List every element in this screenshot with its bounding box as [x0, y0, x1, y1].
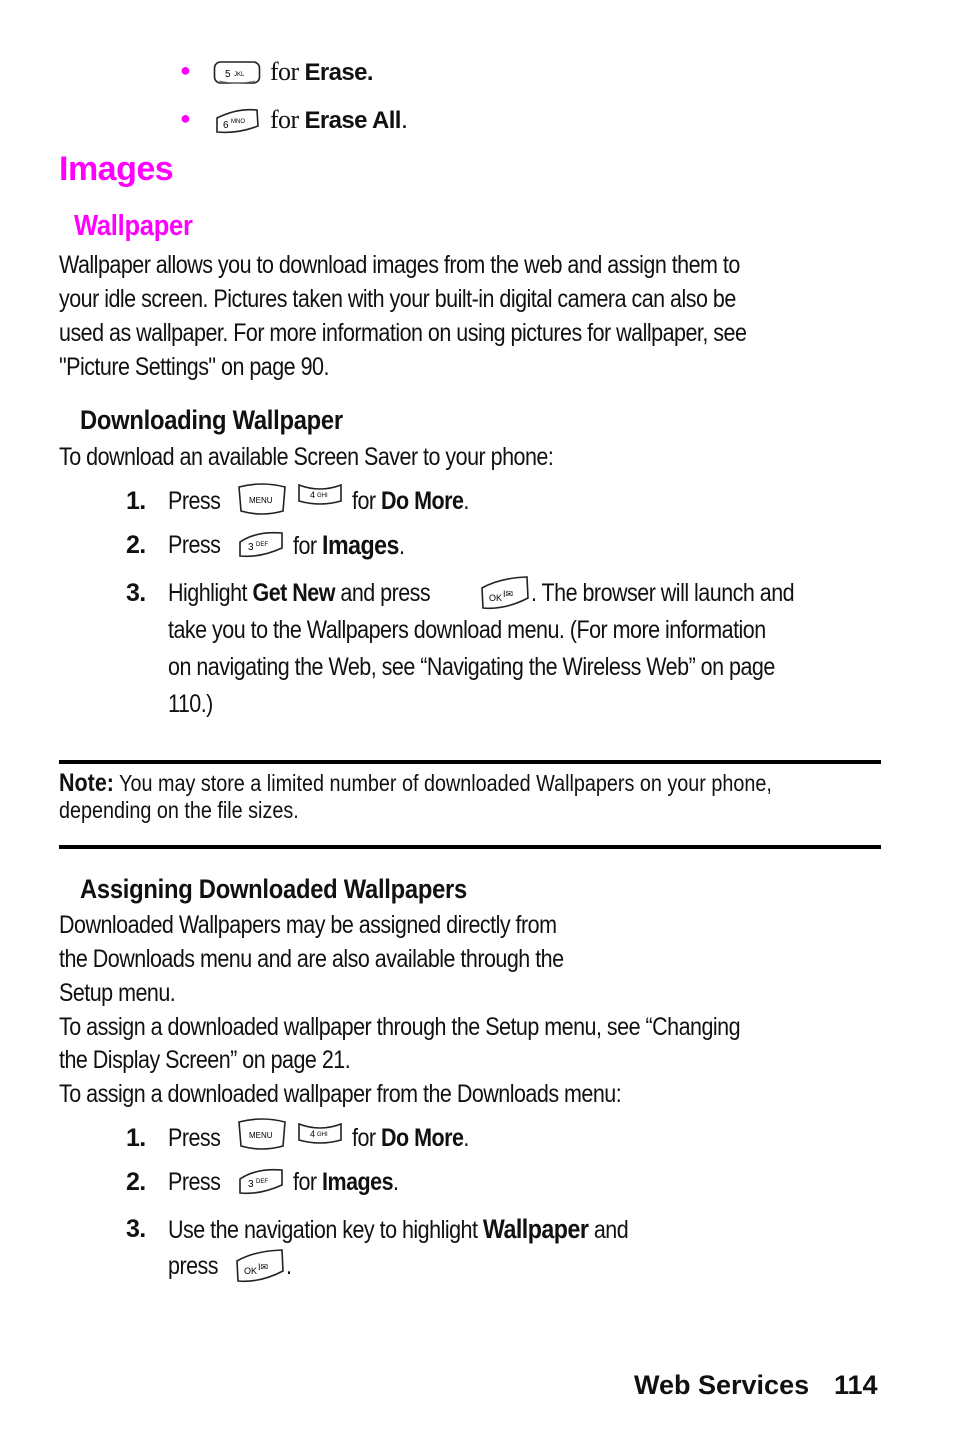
- note-top-rule: [59, 760, 881, 764]
- assigning-line: To assign a downloaded wallpaper from the Downloads menu:: [59, 1080, 622, 1108]
- step-number: 3.: [126, 579, 146, 607]
- step-text: for Images.: [293, 1168, 399, 1196]
- downloading-heading: Downloading Wallpaper: [80, 405, 343, 435]
- key-4-icon: [296, 481, 344, 514]
- svg-text:JKL: JKL: [234, 72, 245, 78]
- intro-line: Wallpaper allows you to download images from the web and assign them to: [59, 251, 740, 279]
- intro-line: used as wallpaper. For more information on using pictures for wallpaper, see: [59, 319, 747, 347]
- step-text: Press: [168, 487, 221, 515]
- intro-line: "Picture Settings" on page 90.: [59, 353, 329, 381]
- svg-text:DEF: DEF: [256, 542, 268, 548]
- step-text-cont: 110.): [168, 690, 213, 718]
- svg-text:3: 3: [248, 1179, 254, 1190]
- step-text: for Do More.: [352, 487, 469, 515]
- assigning-line: Setup menu.: [59, 979, 176, 1007]
- subsection-title: Wallpaper: [74, 210, 193, 242]
- step-text: Press: [168, 531, 221, 559]
- key-3-icon: [236, 528, 286, 565]
- downloading-intro: To download an available Screen Saver to your phone:: [59, 443, 554, 471]
- svg-text:OK: OK: [489, 593, 503, 603]
- key-4-icon: [296, 1120, 344, 1153]
- key-5-icon: [213, 60, 261, 91]
- svg-text:MENU: MENU: [249, 496, 273, 505]
- step-text-cont: press: [168, 1252, 219, 1280]
- step-number: 2.: [126, 531, 146, 559]
- svg-text:I✉: I✉: [503, 589, 514, 599]
- svg-text:DEF: DEF: [256, 1179, 268, 1185]
- svg-text:MENU: MENU: [249, 1131, 273, 1140]
- bullet-dot: ●: [180, 60, 191, 80]
- assigning-line: the Downloads menu and are also available through the: [59, 945, 564, 973]
- note-line: depending on the file sizes.: [59, 797, 299, 823]
- step-text-cont: take you to the Wallpapers download menu. (For more information: [168, 616, 766, 644]
- intro-line: your idle screen. Pictures taken with your built-in digital camera can also be: [59, 285, 736, 313]
- step-text: for Do More.: [352, 1124, 469, 1152]
- footer-page-number: 114: [834, 1370, 878, 1400]
- step-text: Press: [168, 1124, 221, 1152]
- svg-text:GHI: GHI: [317, 1132, 328, 1138]
- step-text: Use the navigation key to highlight Wallpaper and: [168, 1214, 629, 1244]
- menu-key-icon: [236, 481, 288, 522]
- assigning-heading: Assigning Downloaded Wallpapers: [80, 874, 467, 904]
- step-text: Press: [168, 1168, 221, 1196]
- step-number: 1.: [126, 1124, 146, 1152]
- bullet-dot: ●: [180, 108, 191, 128]
- assigning-line: To assign a downloaded wallpaper through the Setup menu, see “Changing: [59, 1013, 741, 1041]
- svg-text:I✉: I✉: [258, 1262, 269, 1272]
- svg-text:3: 3: [248, 542, 254, 553]
- ok-key-icon: [479, 574, 531, 617]
- footer-section: Web Services: [634, 1370, 810, 1400]
- step-text: Highlight Get New and press: [168, 579, 431, 607]
- key-6-icon: [213, 106, 261, 141]
- menu-key-icon: [236, 1116, 288, 1157]
- step-number: 3.: [126, 1215, 146, 1243]
- section-title: Images: [59, 150, 174, 188]
- svg-text:OK: OK: [244, 1266, 258, 1276]
- svg-text:MNO: MNO: [231, 119, 245, 125]
- bullet-1-text: for Erase.: [270, 57, 373, 86]
- svg-text:4: 4: [310, 490, 316, 500]
- svg-text:6: 6: [223, 120, 229, 131]
- step-text: .: [286, 1252, 292, 1280]
- svg-text:GHI: GHI: [317, 493, 328, 499]
- note-bottom-rule: [59, 845, 881, 849]
- bullet-2-text: for Erase All.: [270, 104, 408, 134]
- step-text: for Images.: [293, 530, 405, 560]
- ok-key-icon: [234, 1247, 286, 1290]
- step-text-cont: on navigating the Web, see “Navigating the Wireless Web” on page: [168, 653, 775, 681]
- step-text: . The browser will launch and: [531, 579, 795, 607]
- step-number: 1.: [126, 487, 146, 515]
- assigning-line: Downloaded Wallpapers may be assigned directly from: [59, 911, 557, 939]
- svg-text:5: 5: [225, 69, 231, 80]
- key-3-icon: [236, 1165, 286, 1202]
- assigning-line: the Display Screen” on page 21.: [59, 1046, 351, 1074]
- note-line: Note: You may store a limited number of downloaded Wallpapers on your phone,: [59, 769, 772, 797]
- step-number: 2.: [126, 1168, 146, 1196]
- svg-text:4: 4: [310, 1129, 316, 1139]
